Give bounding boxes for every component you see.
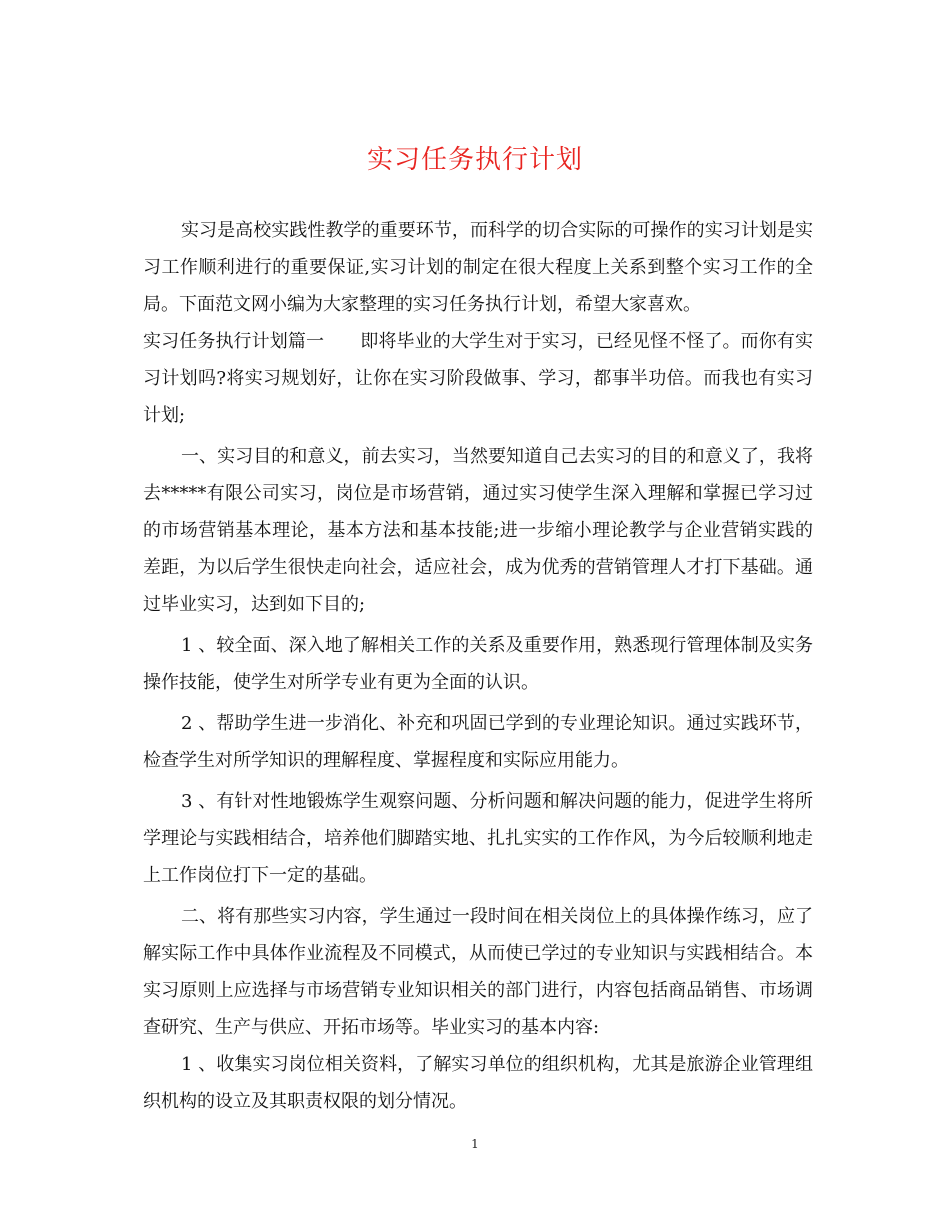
purpose-paragraph: 一、实习目的和意义，前去实习，当然要知道自己去实习的目的和意义了，我将去*****有限公司实习，岗位是市场营销，通过实习使学生深入理解和掌握已学习过的市场营销基本理论，基本方法和基本技能;进一步缩小理论教学与企业营销实践的差距，为以后学生很快走向社会，适应社会，成为优秀的营销管理人才打下基础。通过毕业实习，达到如下目的;	[143, 446, 813, 615]
document-title: 实习任务执行计划	[366, 145, 583, 175]
content-paragraph: 二、将有那些实习内容，学生通过一段时间在相关岗位上的具体操作练习，应了解实际工作中具体作业流程及不同模式，从而使已学过的专业知识与实践相结合。本实习原则上应选择与市场营销专业知识相关的部门进行，内容包括商品销售、市场调查研究、生产与供应、开拓市场等。毕业实习的基本内容:	[143, 906, 813, 1038]
intro-paragraph: 实习是高校实践性教学的重要环节，而科学的切合实际的可操作的实习计划是实习工作顺利进行的重要保证,实习计划的制定在很大程度上关系到整个实习工作的全局。下面范文网小编为大家整理的实习任务执行计划，希望大家喜欢。	[143, 220, 813, 315]
purpose-item-3: 3 、有针对性地锻炼学生观察问题、分析问题和解决问题的能力，促进学生将所学理论与实践相结合，培养他们脚踏实地、扎扎实实的工作作风，为今后较顺利地走上工作岗位打下一定的基础。	[143, 791, 813, 886]
content-item-1: 1 、收集实习岗位相关资料，了解实习单位的组织机构，尤其是旅游企业管理组织机构的设立及其职责权限的划分情况。	[143, 1054, 813, 1112]
section-heading-paragraph: 实习任务执行计划篇一 即将毕业的大学生对于实习，已经见怪不怪了。而你有实习计划吗?将实习规划好，让你在实习阶段做事、学习，都事半功倍。而我也有实习计划;	[143, 331, 813, 426]
purpose-item-1: 1 、较全面、深入地了解相关工作的关系及重要作用，熟悉现行管理体制及实务操作技能，使学生对所学专业有更为全面的认识。	[143, 635, 813, 693]
document-body	[143, 212, 813, 1120]
page-number: 1	[471, 1137, 479, 1151]
purpose-item-2: 2 、帮助学生进一步消化、补充和巩固已学到的专业理论知识。通过实践环节，检查学生对所学知识的理解程度、掌握程度和实际应用能力。	[143, 713, 813, 771]
